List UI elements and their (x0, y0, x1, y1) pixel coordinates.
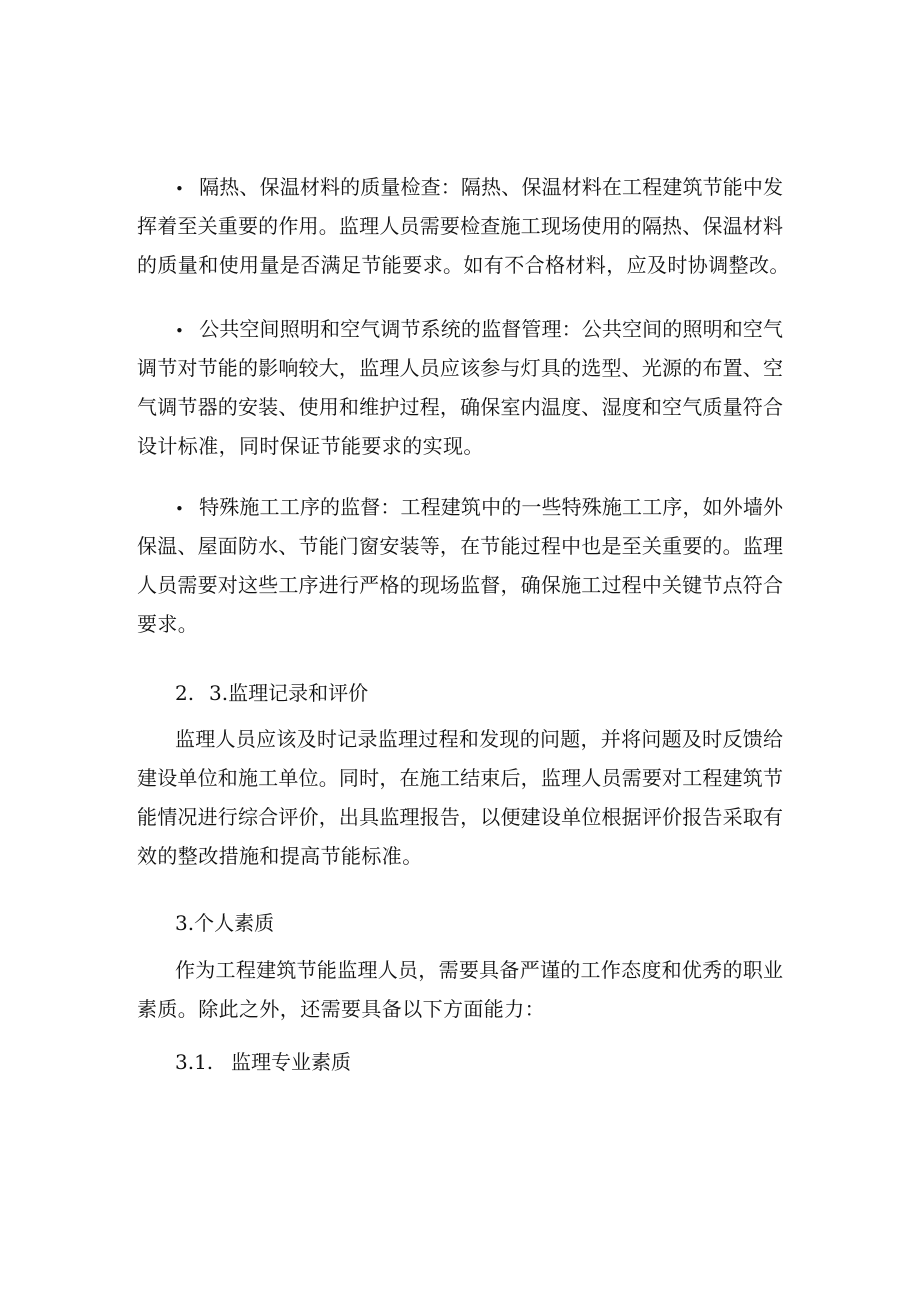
bullet-text: 隔热、保温材料的质量检查：隔热、保温材料在工程建筑节能中发 (199, 175, 783, 199)
bullet-mark: • (175, 180, 184, 198)
bullet-line: 气调节器的安装、使用和维护过程，确保室内温度、湿度和空气质量符合 (137, 395, 783, 419)
section-heading-2-3 (175, 674, 368, 713)
bullet-lighting-hvac (137, 310, 783, 466)
bullet-line: 挥着至关重要的作用。监理人员需要检查施工现场使用的隔热、保温材料 (137, 214, 783, 238)
bullet-line (137, 488, 783, 527)
bullet-line: 调节对节能的影响较大，监理人员应该参与灯具的选型、光源的布置、空 (137, 356, 783, 380)
section-title: 监理专业素质 (231, 1050, 351, 1074)
section-heading-3-1 (175, 1043, 351, 1082)
paragraph-line: 素质。除此之外，还需要具备以下方面能力： (137, 997, 545, 1021)
section-title: 3.监理记录和评价 (209, 681, 369, 705)
section-heading-3 (175, 904, 274, 943)
bullet-insulation-check (137, 168, 790, 285)
bullet-line (137, 168, 783, 207)
bullet-text: 特殊施工工序的监督：工程建筑中的一些特殊施工工序，如外墙外 (199, 495, 783, 519)
bullet-line (137, 310, 783, 349)
bullet-line: 设计标准，同时保证节能要求的实现。 (137, 434, 484, 458)
paragraph-line: 作为工程建筑节能监理人员，需要具备严谨的工作态度和优秀的职业 (175, 958, 783, 982)
paragraph-line: 效的整改措施和提高节能标准。 (137, 844, 423, 868)
bullet-line: 保温、屋面防水、节能门窗安装等，在节能过程中也是至关重要的。监理 (137, 534, 783, 558)
bullet-text: 公共空间照明和空气调节系统的监督管理：公共空间的照明和空气 (199, 317, 783, 341)
bullet-mark: • (175, 322, 184, 340)
paragraph-personal-quality (137, 951, 783, 1029)
section-number: 2. (175, 681, 195, 705)
bullet-line: 要求。 (137, 612, 199, 636)
bullet-line: 的质量和使用量是否满足节能要求。如有不合格材料，应及时协调整改。 (137, 253, 790, 277)
paragraph-line: 能情况进行综合评价，出具监理报告，以便建设单位根据评价报告采取有 (137, 805, 783, 829)
paragraph-line: 建设单位和施工单位。同时，在施工结束后，监理人员需要对工程建筑节 (137, 766, 783, 790)
bullet-mark: • (175, 500, 184, 518)
paragraph-line: 监理人员应该及时记录监理过程和发现的问题，并将问题及时反馈给 (175, 727, 783, 751)
section-title: 3.个人素质 (175, 911, 275, 935)
paragraph-records (137, 720, 783, 876)
bullet-special-process (137, 488, 783, 644)
bullet-line: 人员需要对这些工序进行严格的现场监督，确保施工过程中关键节点符合 (137, 573, 783, 597)
section-number: 3.1. (175, 1050, 214, 1074)
